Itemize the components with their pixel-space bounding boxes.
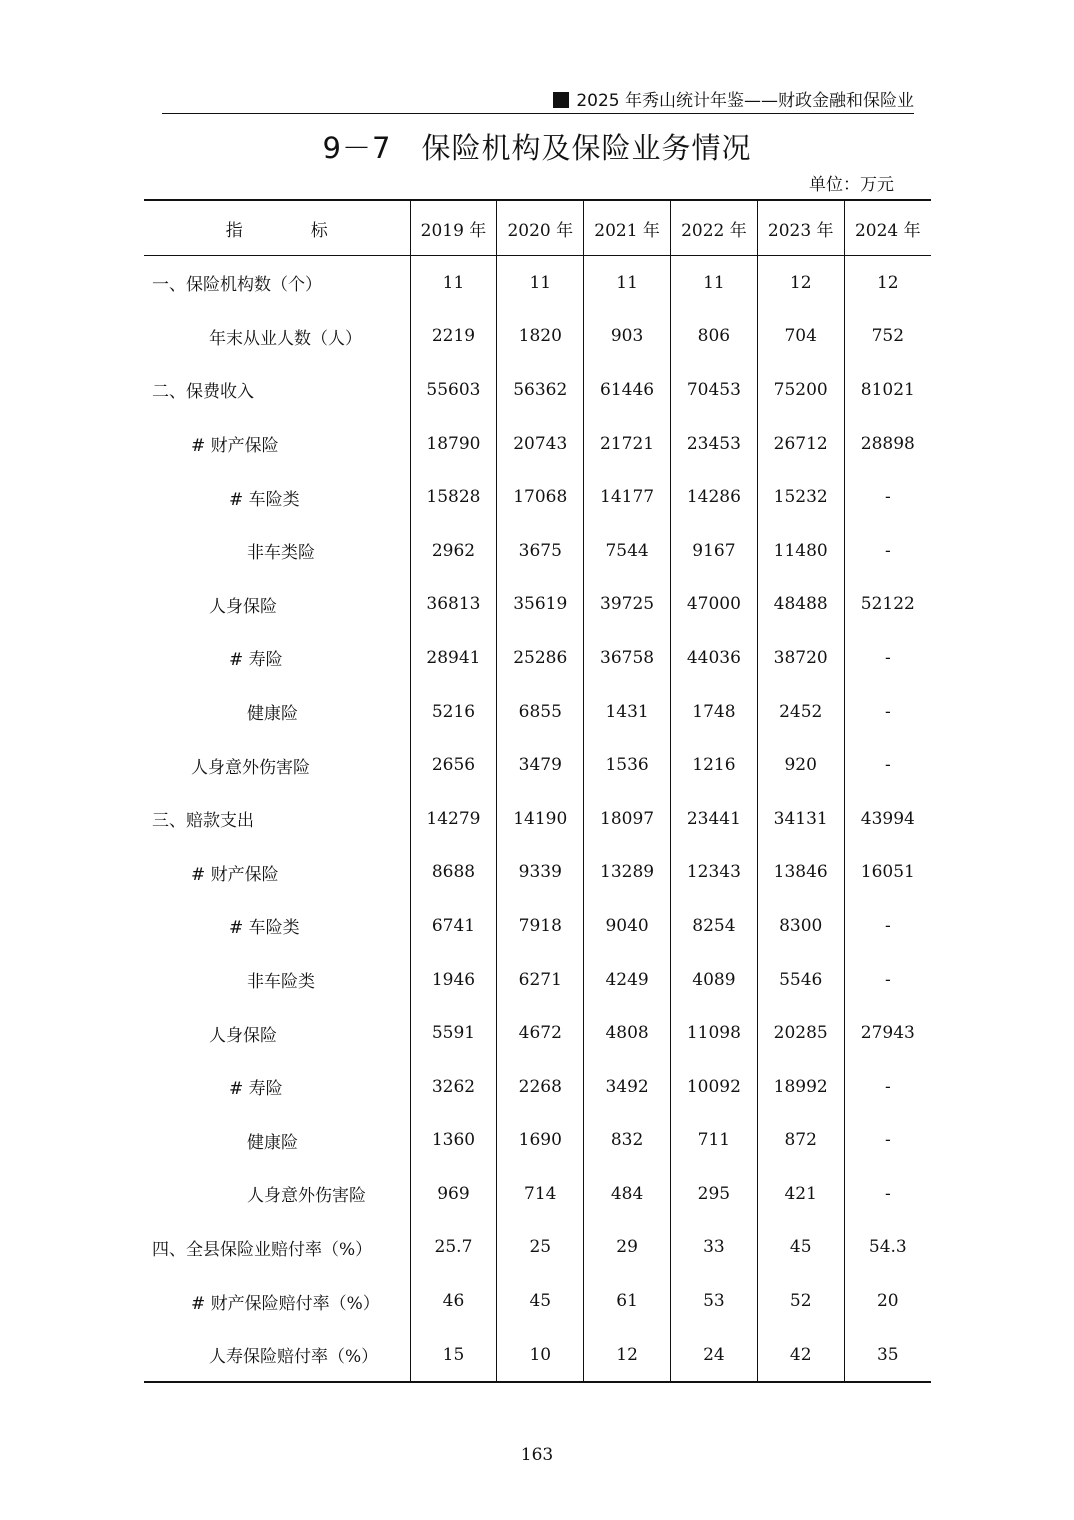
- black-square-icon: [553, 92, 569, 108]
- table-row: [144, 363, 931, 417]
- table-cell: 54.3: [844, 1221, 931, 1275]
- year-column-header: 2021 年: [584, 200, 671, 256]
- table-row: [144, 792, 931, 846]
- table-cell: 27943: [844, 1006, 931, 1060]
- table-row: [144, 1060, 931, 1114]
- table-cell: -: [844, 738, 931, 792]
- row-label: 健康险: [247, 1132, 298, 1153]
- table-cell: 20: [844, 1274, 931, 1328]
- table-cell: 14190: [497, 792, 584, 846]
- table-cell: 5591: [410, 1006, 497, 1060]
- table-cell: 421: [757, 1167, 844, 1221]
- year-column-header: 2020 年: [497, 200, 584, 256]
- table-cell: 29: [584, 1221, 671, 1275]
- table-cell: 15828: [410, 470, 497, 524]
- table-cell: 12: [844, 256, 931, 310]
- table-cell: 14279: [410, 792, 497, 846]
- year-column-header: 2019 年: [410, 200, 497, 256]
- running-header: [162, 88, 914, 114]
- table-cell: -: [844, 631, 931, 685]
- row-label: 人身保险: [209, 596, 277, 617]
- unit-note: 单位：万元: [809, 175, 894, 195]
- table-cell: 3492: [584, 1060, 671, 1114]
- table-cell: 1820: [497, 310, 584, 364]
- table-cell: 11: [584, 256, 671, 310]
- table-cell: 714: [497, 1167, 584, 1221]
- row-label: 人身保险: [209, 1025, 277, 1046]
- table-cell: 23453: [671, 417, 758, 471]
- table-cell: 12: [757, 256, 844, 310]
- table-cell: -: [844, 1167, 931, 1221]
- table-row: [144, 256, 931, 310]
- table-cell: 53: [671, 1274, 758, 1328]
- row-label: # 车险类: [229, 489, 300, 510]
- table-cell: 969: [410, 1167, 497, 1221]
- row-label: 三、赔款支出: [152, 811, 254, 832]
- table-cell: 5216: [410, 685, 497, 739]
- table-cell: 55603: [410, 363, 497, 417]
- table-row: [144, 310, 931, 364]
- table-cell: 14286: [671, 470, 758, 524]
- table-cell: 28898: [844, 417, 931, 471]
- table-cell: 2219: [410, 310, 497, 364]
- table-cell: 4089: [671, 953, 758, 1007]
- table-cell: 56362: [497, 363, 584, 417]
- table-cell: 21721: [584, 417, 671, 471]
- table-cell: 33: [671, 1221, 758, 1275]
- running-header-text: 2025 年秀山统计年鉴——财政金融和保险业: [576, 91, 914, 111]
- table-cell: 4249: [584, 953, 671, 1007]
- table-cell: 3262: [410, 1060, 497, 1114]
- header-rule: [162, 113, 914, 114]
- table-row: [144, 631, 931, 685]
- table-cell: 81021: [844, 363, 931, 417]
- row-label: 年末从业人数（人）: [209, 328, 362, 349]
- table-cell: 752: [844, 310, 931, 364]
- row-label: 人身意外伤害险: [247, 1186, 366, 1207]
- table-cell: 28941: [410, 631, 497, 685]
- table-cell: 24: [671, 1328, 758, 1383]
- table-cell: 1748: [671, 685, 758, 739]
- table-cell: 7918: [497, 899, 584, 953]
- table-cell: 45: [757, 1221, 844, 1275]
- table-cell: 711: [671, 1114, 758, 1168]
- table-cell: 44036: [671, 631, 758, 685]
- insurance-table: [144, 199, 931, 1383]
- table-cell: 52122: [844, 578, 931, 632]
- table-cell: 8300: [757, 899, 844, 953]
- table-cell: 484: [584, 1167, 671, 1221]
- table-cell: 11098: [671, 1006, 758, 1060]
- table-cell: 18790: [410, 417, 497, 471]
- row-label: # 财产保险: [191, 864, 279, 885]
- table-cell: 1536: [584, 738, 671, 792]
- table-cell: 3675: [497, 524, 584, 578]
- table-cell: 39725: [584, 578, 671, 632]
- year-column-header: 2023 年: [757, 200, 844, 256]
- table-row: [144, 1006, 931, 1060]
- row-label: 健康险: [247, 704, 298, 725]
- table-row: [144, 738, 931, 792]
- row-label: # 财产保险: [191, 436, 279, 457]
- table-cell: 20743: [497, 417, 584, 471]
- table-row: [144, 953, 931, 1007]
- table-cell: 61: [584, 1274, 671, 1328]
- table-cell: 11: [497, 256, 584, 310]
- table-row: [144, 578, 931, 632]
- table-cell: 43994: [844, 792, 931, 846]
- table-cell: 6271: [497, 953, 584, 1007]
- table-row: [144, 1221, 931, 1275]
- row-label: 四、全县保险业赔付率（%）: [152, 1239, 373, 1260]
- table-cell: 8688: [410, 846, 497, 900]
- table-cell: 13289: [584, 846, 671, 900]
- table-cell: 13846: [757, 846, 844, 900]
- table-cell: -: [844, 899, 931, 953]
- row-label: 人身意外伤害险: [191, 757, 310, 778]
- page-number: 163: [520, 1445, 554, 1465]
- table-cell: 1431: [584, 685, 671, 739]
- table-cell: 26712: [757, 417, 844, 471]
- page-title: 9－7 保险机构及保险业务情况: [322, 131, 752, 165]
- table-body: [144, 256, 931, 1383]
- row-label: # 寿险: [229, 650, 283, 671]
- table-cell: 1690: [497, 1114, 584, 1168]
- table-cell: 9339: [497, 846, 584, 900]
- table-cell: 6855: [497, 685, 584, 739]
- row-label: 一、保险机构数（个）: [152, 275, 322, 296]
- table-cell: 15: [410, 1328, 497, 1383]
- row-label: 人寿保险赔付率（%）: [144, 1328, 410, 1383]
- table-cell: 1946: [410, 953, 497, 1007]
- table-header-row: [144, 200, 931, 256]
- table-cell: 5546: [757, 953, 844, 1007]
- table-cell: 11: [671, 256, 758, 310]
- table-row: [144, 1274, 931, 1328]
- table-cell: 52: [757, 1274, 844, 1328]
- table-cell: -: [844, 1114, 931, 1168]
- table-cell: 25: [497, 1221, 584, 1275]
- indicator-column-header: 指 标: [144, 200, 410, 256]
- table-cell: 10092: [671, 1060, 758, 1114]
- table-cell: -: [844, 524, 931, 578]
- table-row: [144, 899, 931, 953]
- table-cell: 2268: [497, 1060, 584, 1114]
- table-cell: 34131: [757, 792, 844, 846]
- row-label: 二、保费收入: [152, 382, 254, 403]
- table-cell: 1216: [671, 738, 758, 792]
- table-cell: 872: [757, 1114, 844, 1168]
- table-cell: 18097: [584, 792, 671, 846]
- year-column-header: 2022 年: [671, 200, 758, 256]
- table-row: [144, 524, 931, 578]
- table-cell: -: [844, 953, 931, 1007]
- table-cell: 11: [410, 256, 497, 310]
- table-cell: 18992: [757, 1060, 844, 1114]
- table-cell: 806: [671, 310, 758, 364]
- table-cell: -: [844, 470, 931, 524]
- table-cell: 46: [410, 1274, 497, 1328]
- table-cell: 903: [584, 310, 671, 364]
- table-cell: 20285: [757, 1006, 844, 1060]
- table-cell: 1360: [410, 1114, 497, 1168]
- table-cell: 9167: [671, 524, 758, 578]
- table-cell: 16051: [844, 846, 931, 900]
- row-label: # 车险类: [229, 918, 300, 939]
- year-column-header: 2024 年: [844, 200, 931, 256]
- table-cell: 7544: [584, 524, 671, 578]
- table-row: [144, 1167, 931, 1221]
- row-label: # 寿险: [229, 1079, 283, 1100]
- table-cell: 295: [671, 1167, 758, 1221]
- table-cell: 61446: [584, 363, 671, 417]
- table-cell: 10: [497, 1328, 584, 1383]
- table-cell: -: [844, 685, 931, 739]
- table-cell: 6741: [410, 899, 497, 953]
- table-cell: 12: [584, 1328, 671, 1383]
- table-cell: 11480: [757, 524, 844, 578]
- table-row: [144, 1114, 931, 1168]
- table-cell: 4672: [497, 1006, 584, 1060]
- table-cell: 920: [757, 738, 844, 792]
- table-cell: 23441: [671, 792, 758, 846]
- row-label: # 财产保险赔付率（%）: [191, 1293, 380, 1314]
- table-cell: 42: [757, 1328, 844, 1383]
- table-cell: 47000: [671, 578, 758, 632]
- table-cell: 832: [584, 1114, 671, 1168]
- table-cell: 8254: [671, 899, 758, 953]
- table-row: [144, 417, 931, 471]
- row-label: 非车类险: [247, 543, 315, 564]
- table-cell: 2962: [410, 524, 497, 578]
- table-cell: 12343: [671, 846, 758, 900]
- table-cell: 17068: [497, 470, 584, 524]
- table-row: [144, 470, 931, 524]
- table-cell: 25286: [497, 631, 584, 685]
- row-label: 非车险类: [247, 972, 315, 993]
- table-cell: 75200: [757, 363, 844, 417]
- table-cell: 9040: [584, 899, 671, 953]
- table-row: [144, 685, 931, 739]
- table-cell: -: [844, 1060, 931, 1114]
- table-cell: 4808: [584, 1006, 671, 1060]
- table-cell: 2452: [757, 685, 844, 739]
- table-row: [144, 1328, 931, 1383]
- table-cell: 36813: [410, 578, 497, 632]
- table-cell: 25.7: [410, 1221, 497, 1275]
- table-cell: 35619: [497, 578, 584, 632]
- table-cell: 70453: [671, 363, 758, 417]
- table-row: [144, 846, 931, 900]
- table-cell: 38720: [757, 631, 844, 685]
- table-cell: 14177: [584, 470, 671, 524]
- table-cell: 15232: [757, 470, 844, 524]
- table-cell: 48488: [757, 578, 844, 632]
- table-cell: 2656: [410, 738, 497, 792]
- table-cell: 704: [757, 310, 844, 364]
- table-cell: 35: [844, 1328, 931, 1383]
- table-cell: 45: [497, 1274, 584, 1328]
- table-cell: 3479: [497, 738, 584, 792]
- table-cell: 36758: [584, 631, 671, 685]
